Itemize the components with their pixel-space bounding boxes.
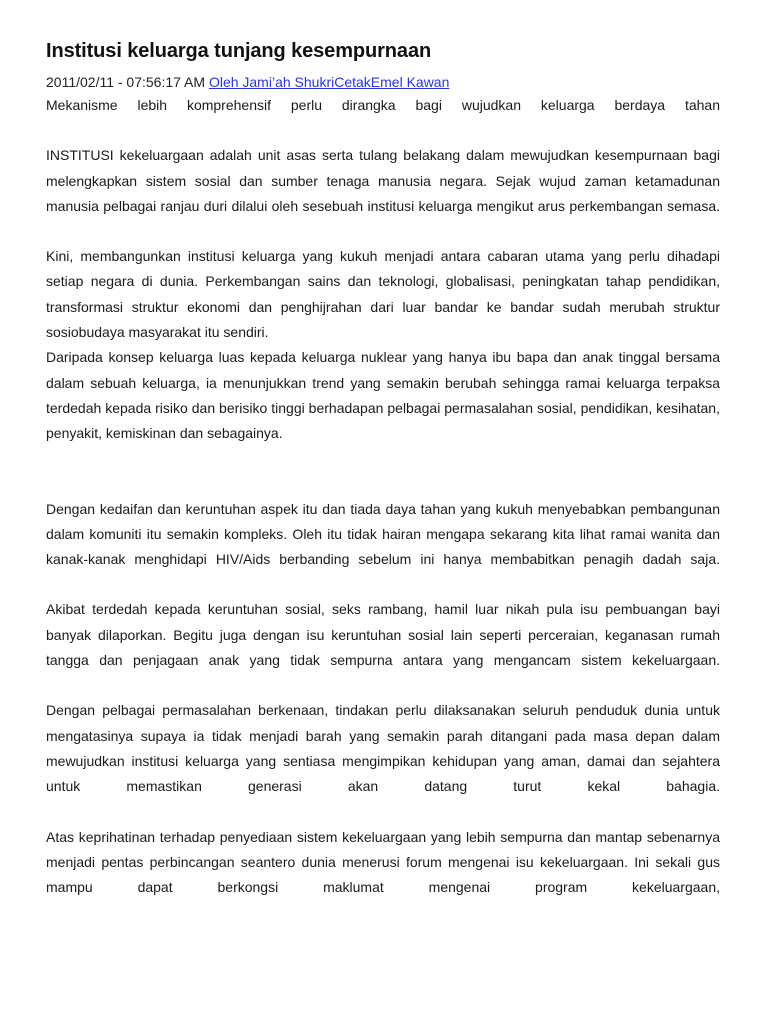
paragraph-1: INSTITUSI kekeluargaan adalah unit asas serta tulang belakang dalam mewujudkan kesempurnaan bagi melengkapkan sistem sosial dan sumber tenaga manusia negara. Sejak wujud zaman ketamadunan manusia pelbagai ranjau duri dilalui oleh sesebuah institusi keluarga mengikut arus perkembangan semasa.	[46, 147, 720, 214]
article	[46, 40, 720, 900]
paragraph-6: Dengan pelbagai permasalahan berkenaan, tindakan perlu dilaksanakan seluruh penduduk dunia untuk mengatasinya supaya ia tidak menjadi barah yang semakin parah ditangani pada masa depan dalam mewujudkan institusi keluarga yang sentiasa mengimpikan kehidupan yang aman, damai dan sejahtera untuk memastikan generasi akan datang turut kekal bahagia.	[46, 702, 720, 795]
article-title: Institusi keluarga tunjang kesempurnaan	[46, 40, 432, 62]
article-datetime: 2011/02/11 - 07:56:17 AM	[46, 74, 206, 90]
spacer	[46, 572, 720, 597]
paragraph-5: Akibat terdedah kepada keruntuhan sosial, seks rambang, hamil luar nikah pula isu pembuangan bayi banyak dilaporkan. Begitu juga dengan isu keruntuhan sosial lain seperti perceraian, keganasan rumah tangga dan penjagaan anak yang tidak sempurna antara yang mengancam sistem kekeluargaan.	[46, 601, 720, 669]
paragraph-7: Atas keprihatinan terhadap penyediaan sistem kekeluargaan yang lebih sempurna dan mantap sebenarnya menjadi pentas perbincangan seantero dunia menerusi forum mengenai isu kekeluargaan. Ini sekali gus mampu dapat berkongsi maklumat mengenai program kekeluargaan,	[46, 828, 720, 896]
paragraph-2: Kini, membangunkan institusi keluarga yang kukuh menjadi antara cabaran utama yang perlu dihadapi setiap negara di dunia. Perkembangan sains dan teknologi, globalisasi, peningkatan tahap pendidikan, transformasi struktur ekonomi dan penghijrahan dari luar bandar ke bandar sudah merubah struktur sosiobudaya masyarakat itu sendiri.	[46, 248, 720, 341]
article-lead: Mekanisme lebih komprehensif perlu dirangka bagi wujudkan keluarga berdaya tahan	[46, 97, 720, 113]
article-links[interactable]: Oleh Jami’ah ShukriCetakEmel Kawan	[208, 74, 450, 90]
spacer	[46, 673, 720, 698]
spacer	[46, 118, 720, 143]
spacer	[46, 447, 720, 497]
paragraph-3: Daripada konsep keluarga luas kepada keluarga nuklear yang hanya ibu bapa dan anak tinggal bersama dalam sebuah keluarga, ia menunjukkan trend yang semakin berubah sehingga ramai keluarga terpaksa terdedah kepada risiko dan berisiko tinggi berhadapan pelbagai permasalahan sosial, pendidikan, kesihatan, penyakit, kemiskinan dan sebagainya.	[46, 349, 720, 442]
spacer	[46, 219, 720, 244]
article-meta	[46, 73, 720, 91]
paragraph-4: Dengan kedaifan dan keruntuhan aspek itu dan tiada daya tahan yang kukuh menyebabkan pembangunan dalam komuniti itu semakin kompleks. Oleh itu tidak hairan mengapa sekarang kita lihat ramai wanita dan kanak-kanak menghidapi HIV/Aids berbanding sebelum ini hanya membabitkan penagih dadah saja.	[46, 500, 720, 568]
spacer	[46, 800, 720, 825]
